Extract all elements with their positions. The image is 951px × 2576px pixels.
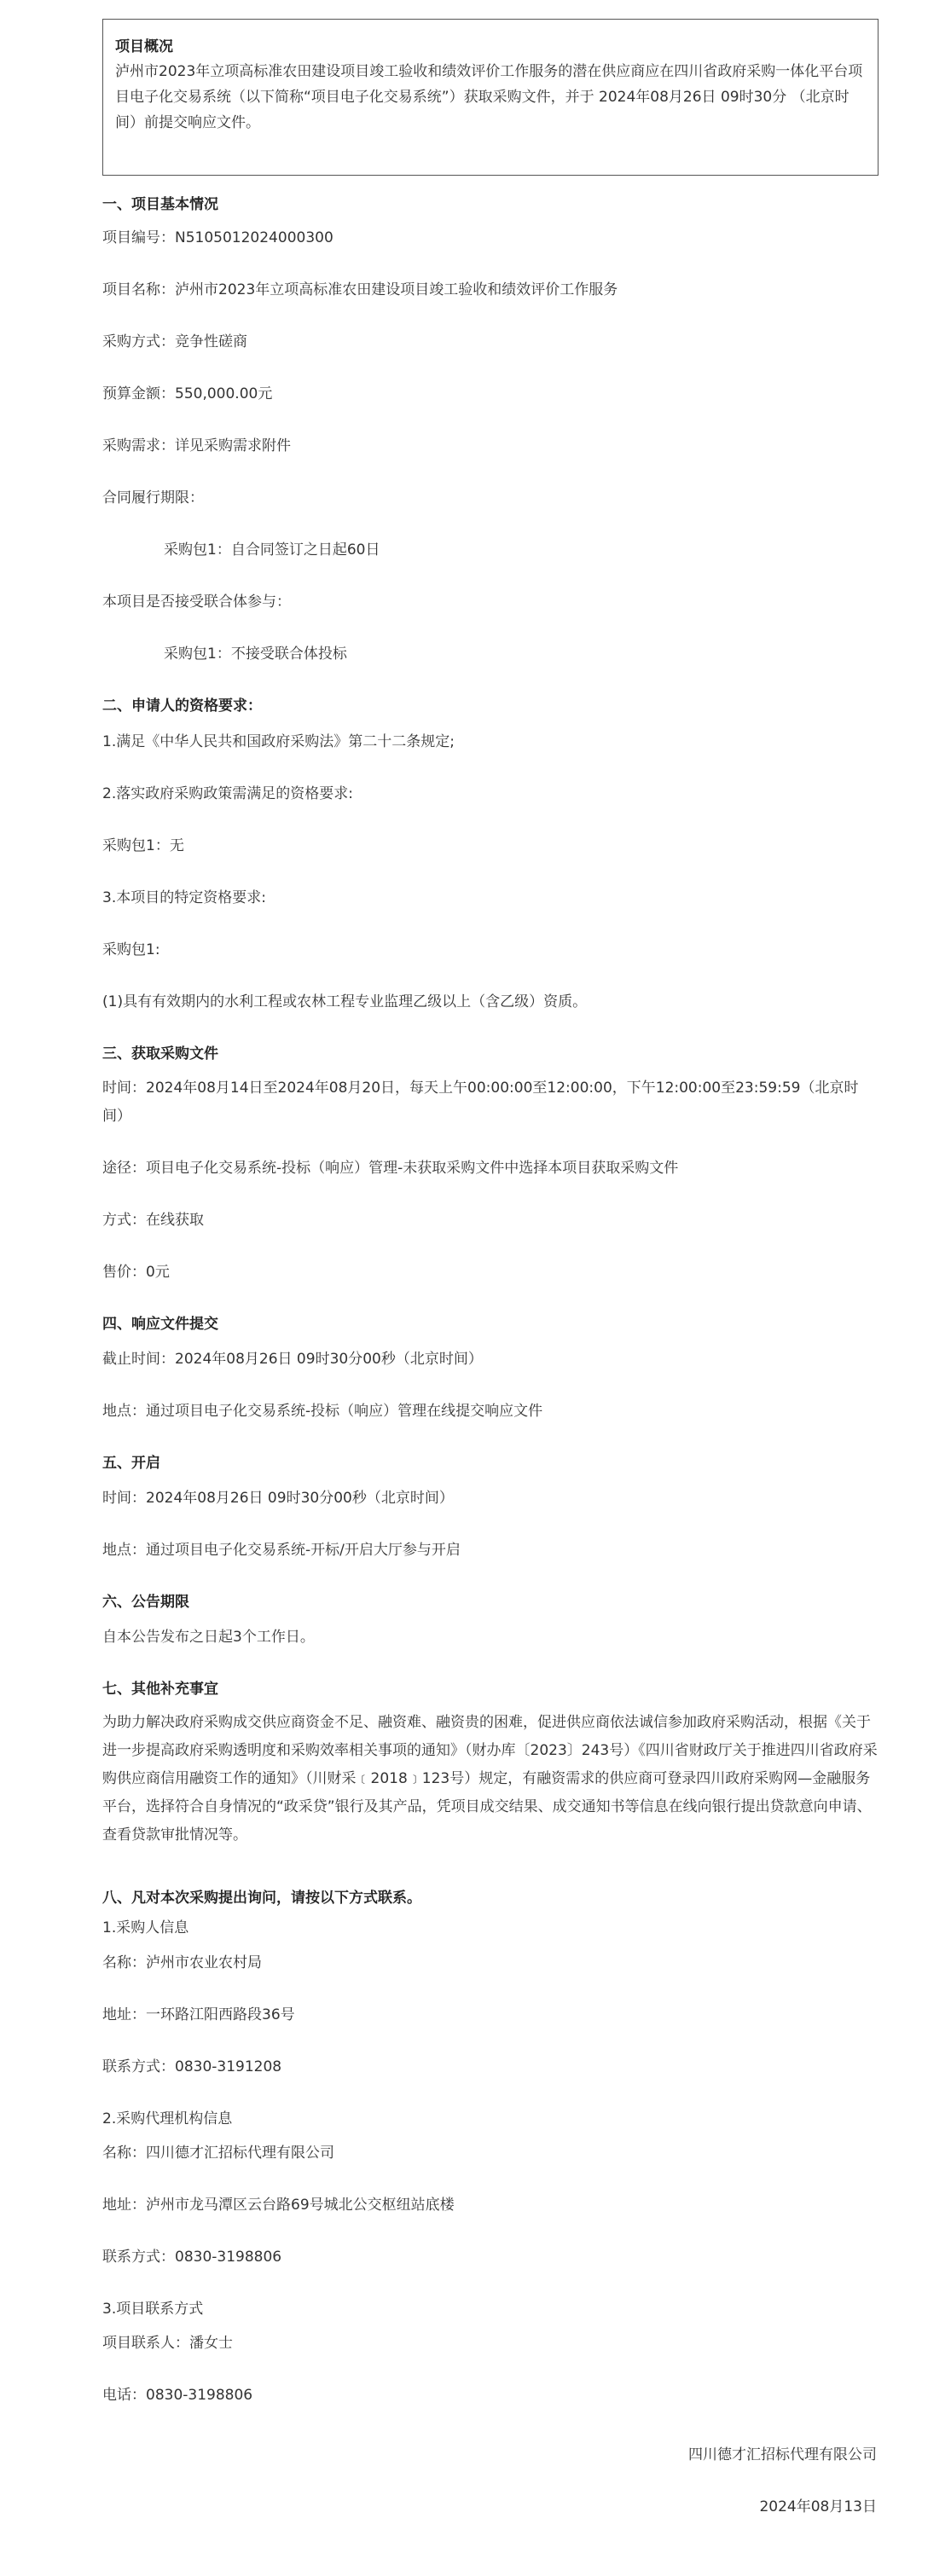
- contract-term-label: 合同履行期限：: [102, 489, 204, 507]
- contract-term-item: 采购包1：自合同签订之日起60日: [164, 541, 380, 559]
- buyer-phone: 联系方式：0830-3191208: [102, 2058, 282, 2075]
- agent-address: 地址：泸州市龙马潭区云台路69号城北公交枢纽站底楼: [102, 2197, 455, 2214]
- section-8-heading: 八、凡对本次采购提出询问，请按以下方式联系。: [102, 1890, 421, 1907]
- qualification-2: 2.落实政府采购政策需满足的资格要求:: [102, 785, 353, 802]
- section-2-heading: 二、申请人的资格要求：: [102, 698, 262, 715]
- contact-title: 3.项目联系方式: [102, 2301, 204, 2318]
- section-3-heading: 三、获取采购文件: [102, 1045, 218, 1062]
- consortium-label: 本项目是否接受联合体参与：: [102, 593, 291, 611]
- overview-title: 项目概况: [115, 38, 173, 55]
- announcement-period: 自本公告发布之日起3个工作日。: [102, 1629, 315, 1646]
- section-4-heading: 四、响应文件提交: [102, 1316, 218, 1333]
- opening-time: 时间：2024年08月26日 09时30分00秒（北京时间）: [102, 1490, 454, 1507]
- contact-phone: 电话：0830-3198806: [102, 2387, 253, 2404]
- section-7-heading: 七、其他补充事宜: [102, 1681, 218, 1698]
- budget-amount: 预算金额：550,000.00元: [102, 385, 273, 402]
- submission-deadline: 截止时间：2024年08月26日 09时30分00秒（北京时间）: [102, 1351, 483, 1368]
- contact-person: 项目联系人：潘女士: [102, 2335, 233, 2352]
- procurement-requirement: 采购需求：详见采购需求附件: [102, 437, 291, 454]
- qualification-1: 1.满足《中华人民共和国政府采购法》第二十二条规定;: [102, 733, 455, 750]
- qualification-2-package: 采购包1：无: [102, 837, 184, 854]
- footer-company: 四川德才汇招标代理有限公司: [688, 2446, 877, 2463]
- agent-phone: 联系方式：0830-3198806: [102, 2249, 282, 2266]
- buyer-name: 名称：泸州市农业农村局: [102, 1954, 262, 1971]
- buyer-address: 地址：一环路江阳西路段36号: [102, 2006, 295, 2023]
- project-name: 项目名称：泸州市2023年立项高标准农田建设项目竣工验收和绩效评价工作服务: [102, 281, 618, 298]
- acquisition-mode: 方式：在线获取: [102, 1212, 204, 1229]
- acquisition-channel: 途径：项目电子化交易系统-投标（响应）管理-未获取采购文件中选择本项目获取采购文件: [102, 1160, 679, 1177]
- supplementary-text: 为助力解决政府采购成交供应商资金不足、融资难、融资贵的困难，促进供应商依法诚信参加政府采购活动，根据《关于进一步提高政府采购透明度和采购效率相关事项的通知》（财办库〔2023〕243号）《四川省财政厅关于推进四川省政府采购供应商信用融资工作的通知》（川财采﹝2018﹞123号）规定，有融资需求的供应商可登录四川政府采购网—金融服务平台，选择符合自身情况的“政采贷”银行及其产品，凭项目成交结果、成交通知书等信息在线向银行提出贷款意向申请、查看贷款审批情况等。: [102, 1714, 878, 1844]
- qualification-3-package: 采购包1:: [102, 941, 160, 958]
- opening-place: 地点：通过项目电子化交易系统-开标/开启大厅参与开启: [102, 1542, 461, 1559]
- submission-place: 地点：通过项目电子化交易系统-投标（响应）管理在线提交响应文件: [102, 1403, 543, 1420]
- buyer-info-title: 1.采购人信息: [102, 1919, 189, 1936]
- qualification-3: 3.本项目的特定资格要求:: [102, 889, 266, 906]
- overview-text: 泸州市2023年立项高标准农田建设项目竣工验收和绩效评价工作服务的潜在供应商应在四川省政府采购一体化平台项目电子化交易系统（以下简称“项目电子化交易系统”）获取采购文件，并于 2024年08月26日 09时30分 （北京时间）前提交响应文件。: [115, 63, 863, 131]
- agent-name: 名称：四川德才汇招标代理有限公司: [102, 2145, 334, 2162]
- project-number: 项目编号：N5105012024000300: [102, 229, 333, 246]
- consortium-item: 采购包1：不接受联合体投标: [164, 645, 347, 663]
- project-overview-box: [102, 19, 879, 176]
- section-1-heading: 一、项目基本情况: [102, 196, 218, 213]
- acquisition-time: 时间：2024年08月14日至2024年08月20日，每天上午00:00:00至12:00:00，下午12:00:00至23:59:59（北京时间）: [102, 1080, 859, 1125]
- section-5-heading: 五、开启: [102, 1455, 160, 1472]
- procurement-method: 采购方式：竞争性磋商: [102, 333, 247, 350]
- agent-info-title: 2.采购代理机构信息: [102, 2110, 233, 2127]
- qualification-3-item: (1)具有有效期内的水利工程或农林工程专业监理乙级以上（含乙级）资质。: [102, 993, 588, 1010]
- document-price: 售价：0元: [102, 1264, 170, 1281]
- section-6-heading: 六、公告期限: [102, 1594, 189, 1611]
- footer-date: 2024年08月13日: [759, 2498, 877, 2515]
